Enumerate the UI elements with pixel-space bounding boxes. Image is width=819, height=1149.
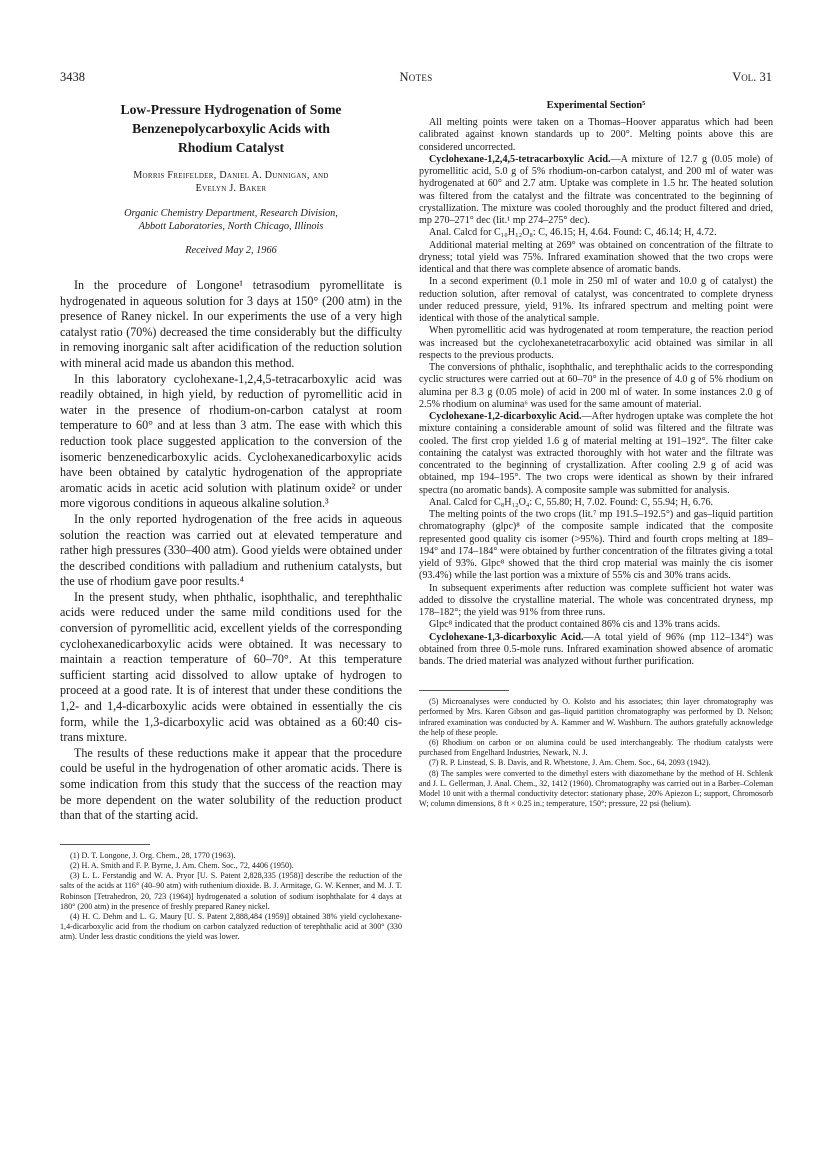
left-column xyxy=(60,100,402,943)
footnote-divider xyxy=(419,690,509,691)
analysis-line: Anal. Calcd for C₈H₁₂O₄: C, 55.80; H, 7.02. Found: C, 55.94; H, 6.76. xyxy=(429,496,714,508)
footnote: (4) H. C. Dehm and L. G. Maury [U. S. Patent 2,888,484 (1959)] obtained 38% yield cyclohexane-1,4-dicarboxylic acid from the rhodium on carbon catalyzed reduction of terephthalic acid at 300° (330 atm). Under less drastic conditions the yield was lower. xyxy=(60,912,402,942)
article-body xyxy=(60,278,402,824)
footnote: (1) D. T. Longone, J. Org. Chem., 28, 1770 (1963). xyxy=(70,850,236,860)
experimental-heading: Experimental Section⁵ xyxy=(546,100,646,111)
running-head xyxy=(60,70,772,86)
exp-paragraph: The conversions of phthalic, isophthalic, and terephthalic acids to the corresponding cyclic structures were carried out at 60–70° in the presence of 4.0 g of 5% rhodium on alumina per 8.3 g (0.05 mole) of acid in 200 ml of water. In some instances 2.0 g of 2.5% rhodium on alumina⁶ was used for the same amount of material. xyxy=(419,362,773,410)
footnote-divider xyxy=(60,844,150,845)
exp-paragraph: Cyclohexane-1,2-dicarboxylic Acid.—After hydrogen uptake was complete the hot mixture containing a considerable amount of solid was filtered and the filtrate was cooled. The first crop yielded 1.6 g of material melting at 191–192°. The filter cake containing the catalyst was extracted thoroughly with hot water and the filtrate was concentrated to the beginning of crystallization. After cooling 2.9 g of acid was obtained, mp 194–195°. The two crops were identical as shown by their infrared spectra (no aromatic bands). A composite sample was submitted for analysis. xyxy=(419,411,773,496)
footnote: (7) R. P. Linstead, S. B. Davis, and R. Whetstone, J. Am. Chem. Soc., 64, 2093 (1942). xyxy=(429,758,711,768)
volume-label: Vol. 31 xyxy=(732,70,772,84)
exp-paragraph: The melting points of the two crops (lit.⁷ mp 191.5–192.5°) and gas–liquid partition chromatography (glpc)⁸ of the composite sample indicated that the composite represented good quality cis isomer (>95%). Third and fourth crops melting at 189–194° and 174–184° were obtained by further concentration of the filtrates giving a total yield of 93%. Glpc⁸ showed that the third crop material was mainly the cis isomer (93.4%) while the last portion was a mixture of 55% cis and 30% trans acids. xyxy=(419,509,773,582)
compound-heading: Cyclohexane-1,2-dicarboxylic Acid. xyxy=(429,411,582,422)
section-name: Notes xyxy=(399,70,433,84)
footnote: (8) The samples were converted to the dimethyl esters with diazomethane by the method of H. Schlenk and J. L. Gellerman, J. Anal. Chem., 32, 1412 (1960). Chromatography was carried out in a Barber–Coleman Model 10 unit with a thermal conductivity detector: stationary phase, 20% Apiezon L; support, Chromosorb W; column dimensions, 8 ft × 0.25 in.; temperature, 150°; pressure, 22 psi (helium). xyxy=(419,768,773,809)
body-paragraph: In this laboratory cyclohexane-1,2,4,5-tetracarboxylic acid was readily obtained, in high yield, by reduction of pyromellitic acid in water in the presence of rhodium-on-carbon catalyst at room temperature to 60° and at less than 3 atm. The ease with which this reduction took place suggested application to the conversion of the isomeric benzenedicarboxylic acids. Cyclohexanedicarboxylic acids have been obtained by catalytic hydrogenation of the appropriate aromatic acids in acetic acid solution with platinum oxide² or under more vigorous conditions in aqueous alkaline solution.³ xyxy=(60,371,402,511)
compound-heading: Cyclohexane-1,2,4,5-tetracarboxylic Acid. xyxy=(429,153,611,165)
footnotes-left xyxy=(60,851,402,943)
received-date: Received May 2, 1966 xyxy=(185,245,277,256)
right-column xyxy=(419,100,773,809)
footnote: (3) L. L. Ferstandig and W. A. Pryor [U. S. Patent 2,828,335 (1958)] describe the reduction of the salts of the acids at 116° (40–90 atm) with ruthenium dioxide. B. J. Armitage, G. W. Kenner, and M. J. T. Robinson [Tetrahedron, 20, 723 (1964)] hydrogenated a solution of sodium isophthalate for 4 days at 180° (200 atm) in the presence of freshly prepared Raney nickel. xyxy=(60,871,402,911)
exp-paragraph: Glpc⁸ indicated that the product contained 86% cis and 13% trans acids. xyxy=(429,619,721,631)
analysis-line: Anal. Calcd for C₁₀H₁₂O₈: C, 46.15; H, 4.64. Found: C, 46.14; H, 4.72. xyxy=(429,227,717,239)
exp-paragraph: All melting points were taken on a Thomas–Hoover apparatus which had been calibrated against known standards up to 200°. Melting points above this are considered uncorrected. xyxy=(419,117,773,153)
body-paragraph: In the only reported hydrogenation of the free acids in aqueous solution the reaction was carried out at elevated temperature and rather high pressures (330–400 atm). Good yields were obtained under the described conditions with palladium and ruthenium catalysts, but the use of rhodium gave poor results.⁴ xyxy=(60,511,402,589)
experimental-section xyxy=(419,117,773,668)
footnote: (6) Rhodium on carbon or on alumina could be used interchangeably. The rhodium catalysts were purchased from Engelhard Industries, Newark, N. J. xyxy=(419,738,773,758)
exp-paragraph: In subsequent experiments after reduction was complete sufficient hot water was added to dissolve the crystalline material. The whole was concentrated dryness, mp 178–182°; the yield was 91% from three runs. xyxy=(419,582,773,618)
compound-heading: Cyclohexane-1,3-dicarboxylic Acid. xyxy=(429,631,584,643)
page-number: 3438 xyxy=(60,70,85,84)
author-list xyxy=(60,169,402,195)
affiliation xyxy=(60,207,402,233)
author-line: Evelyn J. Baker xyxy=(195,183,267,194)
affiliation-line: Organic Chemistry Department, Research Division, xyxy=(124,208,338,219)
footnotes-right xyxy=(419,697,773,809)
affiliation-line: Abbott Laboratories, North Chicago, Illinois xyxy=(138,221,324,232)
exp-paragraph: Cyclohexane-1,3-dicarboxylic Acid.—A total yield of 96% (mp 112–134°) was obtained from three 0.5-mole runs. Infrared examination showed absence of aromatic bands. The dried material was analyzed without further purification. xyxy=(419,631,773,667)
footnote: (2) H. A. Smith and F. P. Byrne, J. Am. Chem. Soc., 72, 4406 (1950). xyxy=(70,860,294,870)
exp-paragraph: When pyromellitic acid was hydrogenated at room temperature, the reaction period was increased but the cyclohexanetetracarboxylic acid obtained was similar in all respects to the previous products. xyxy=(419,325,773,361)
title-line: Rhodium Catalyst xyxy=(177,140,285,155)
article-title xyxy=(60,100,402,157)
body-paragraph: In the present study, when phthalic, isophthalic, and terephthalic acids were reduced under the same mild conditions used for the conversion of pyromellitic acid, excellent yields of the corresponding cyclohexanedicarboxylic acids were obtained. It was necessary to maintain a reaction temperature of 60–70°. At this temperature sufficient starting acid dissolved to allow uptake of hydrogen to proceed at a good rate. It is of interest that under these conditions the 1,2- and 1,4-dicarboxylic acids were obtained in essentially the cis form, while the 1,3-dicarboxylic acid was obtained as a 60:40 cis-trans mixture. xyxy=(60,589,402,745)
body-paragraph: The results of these reductions make it appear that the procedure could be useful in the hydrogenation of other aromatic acids. There is some indication from this study that the success of the reaction may be more dependent on the water solubility of the reduction product than that of the starting acid. xyxy=(60,745,402,823)
footnote: (5) Microanalyses were conducted by O. Kolsto and his associates; thin layer chromatography was performed by Mrs. Karen Gibson and gas–liquid partition chromatography was performed by D. Nelson; infrared examination was conducted by A. Kammer and W. Washburn. The authors gratefully acknowledge the help of these people. xyxy=(419,697,773,737)
exp-paragraph: In a second experiment (0.1 mole in 250 ml of water and 10.0 g of catalyst) the reduction solution, after removal of catalyst, was concentrated to complete dryness under reduced pressure, yield, 91%. Its infrared spectrum and melting point were identical with those of the analytical sample. xyxy=(419,276,773,324)
exp-paragraph: Cyclohexane-1,2,4,5-tetracarboxylic Acid.—A mixture of 12.7 g (0.05 mole) of pyromellitic acid, 5.0 g of 5% rhodium-on-carbon catalyst, and 200 ml of water was hydrogenated at 60° and 2.7 atm. Uptake was complete in 1.5 hr. The heated solution was filtered from the catalyst and the filtrate was concentrated to the beginning of crystallization. The mixture was cooled thoroughly and the product filtered and dried, mp 270–271° dec (lit.¹ mp 274–275° dec). xyxy=(419,153,774,226)
title-line: Low-Pressure Hydrogenation of Some xyxy=(120,102,342,117)
body-paragraph: In the procedure of Longone¹ tetrasodium pyromellitate is hydrogenated in aqueous solution for 3 days at 150° (200 atm) in the presence of Raney nickel. In our experiments the use of a very high catalyst ratio (70%) decreased the time considerably but the difficulty in removing inorganic salt after acidification of the reduction solution with mineral acid made us abandon this method. xyxy=(60,278,402,370)
author-line: Morris Freifelder, Daniel A. Dunnigan, and xyxy=(133,170,329,181)
title-line: Benzenepolycarboxylic Acids with xyxy=(132,121,330,136)
exp-paragraph: Additional material melting at 269° was obtained on concentration of the filtrate to dryness; total yield was 75%. Infrared examination showed that the two crops were identical and that there was complete absence of aromatic bands. xyxy=(419,239,773,275)
